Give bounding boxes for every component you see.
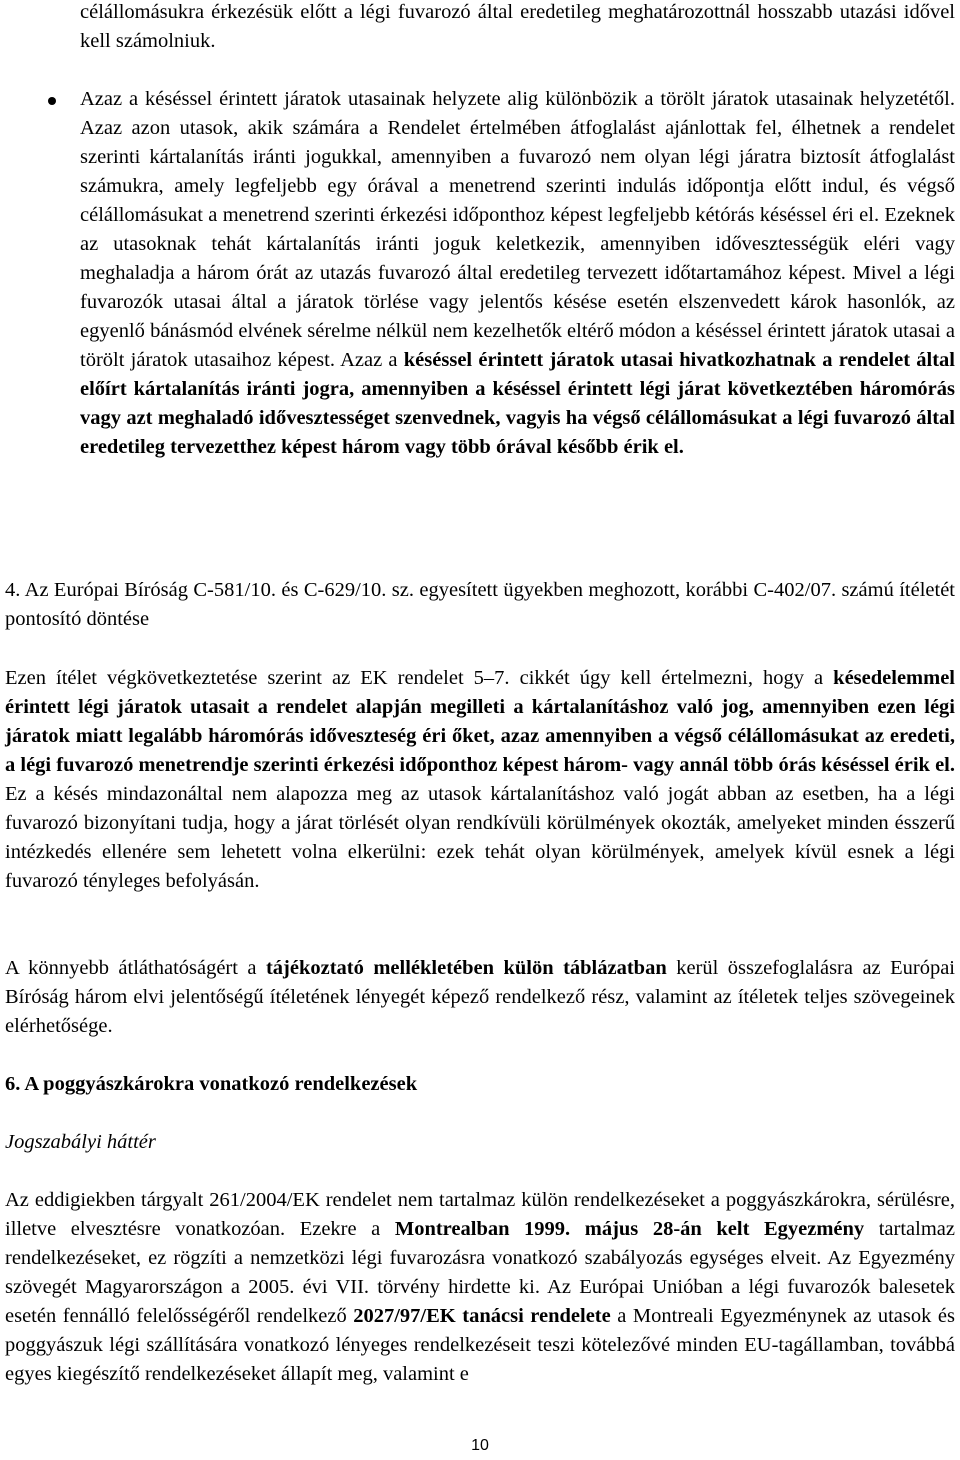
section-heading-6: 6. A poggyászkárokra vonatkozó rendelkezések	[5, 1073, 418, 1095]
section-heading-4: 4. Az Európai Bíróság C-581/10. és C-629/10. sz. egyesített ügyekben meghozott, korábbi C-402/07. számú ítéletét pontosító döntése	[5, 579, 955, 630]
page-number: 10	[471, 1437, 489, 1454]
paragraph-judgment-conclusion: Ezen ítélet végkövetkeztetése szerint az EK rendelet 5–7. cikkét úgy kell értelmezni, hogy a késedelemmel érintett légi járatok utasait a rendelet alapján megilleti a kártalanításhoz való jog, amennyiben ezen légi járatok miatt legalább háromórás időveszteség éri őket, azaz amennyiben a végső célállomásukat az eredeti, a légi fuvarozó menetrendje szerinti érkezési időponthoz képest három- vagy annál több órás késéssel érik el. Ez a késés mindazonáltal nem alapozza meg az utasok kártalanításhoz való jogát abban az esetben, ha a légi fuvarozó bizonyítani tudja, hogy a járat törlését olyan rendkívüli körülmények okozták, amelyeket minden ésszerű intézkedés ellenére sem lehetett volna elkerülni: ezek tehát olyan körülmények, amelyek kívül esnek a légi fuvarozó tényleges befolyásán.	[5, 667, 955, 892]
paragraph-annex-note: A könnyebb átláthatóságért a tájékoztató mellékletében külön táblázatban kerül összefoglalásra az Európai Bíróság három elvi jelentőségű ítéletének lényegét képező rendelkező rész, valamint az ítéletek teljes szövegeinek elérhetősége.	[5, 957, 955, 1037]
bullet-icon	[48, 97, 56, 105]
paragraph-continuation: célállomásukra érkezésük előtt a légi fuvarozó által eredetileg meghatározottnál hosszabb utazási idővel kell számolniuk.	[80, 1, 955, 52]
bullet-paragraph-delays: Azaz a késéssel érintett járatok utasainak helyzete alig különbözik a törölt járatok utasainak helyzetétől. Azaz azon utasok, akik számára a Rendelet értelmében átfoglalást ajánlottak fel, élhetnek a rendelet szerinti kártalanítás iránti jogukkal, amennyiben a fuvarozó nem olyan légi járatra biztosít átfoglalást számukra, amely legfeljebb egy órával a menetrend szerinti indulás időpontja előtt indul, és végső célállomásukat a menetrend szerinti érkezési időponthoz képest legfeljebb kétórás késéssel éri el. Ezeknek az utasoknak tehát kártalanítás iránti joguk keletkezik, amennyiben idővesztességük eléri vagy meghaladja a három órát az utazás fuvarozó által eredetileg tervezett időtartamához képest. Mivel a légi fuvarozók utasai által a járatok törlése vagy jelentős késése esetén elszenvedett károk hasonlók, az egyenlő bánásmód elvének sérelme nélkül nem kezelhetők eltérő módon a késéssel érintett járatok utasai a törölt járatok utasaihoz képest. Azaz a késéssel érintett járatok utasai hivatkozhatnak a rendelet által előírt kártalanítás iránti jogra, amennyiben a késéssel érintett légi járat következtében háromórás vagy azt meghaladó idővesztességet szenvednek, vagyis ha végső célállomásukat a légi fuvarozó által eredetileg tervezetthez képest három vagy több órával később érik el.	[80, 88, 956, 458]
paragraph-baggage-rules: Az eddigiekben tárgyalt 261/2004/EK rendelet nem tartalmaz külön rendelkezéseket a poggyászkárokra, sérülésre, illetve elvesztésre vonatkozóan. Ezekre a Montrealban 1999. május 28-án kelt Egyezmény tartalmaz rendelkezéseket, ez rögzíti a nemzetközi légi fuvarozásra vonatkozó szabályozás egységes elveit. Az Egyezmény szövegét Magyarországon a 2005. évi VII. törvény hirdette ki. Az Európai Unióban a légi fuvarozók balesetek esetén fennálló felelősségéről rendelkező 2027/97/EK tanácsi rendelete a Montreali Egyezménynek az utasok és poggyászuk légi szállítására vonatkozó lényeges rendelkezéseit teszi kötelezővé minden EU-tagállamban, továbbá egyes kiegészítő rendelkezéseket állapít meg, valamint e	[5, 1189, 955, 1385]
subheading-legal-background: Jogszabályi háttér	[5, 1131, 156, 1153]
